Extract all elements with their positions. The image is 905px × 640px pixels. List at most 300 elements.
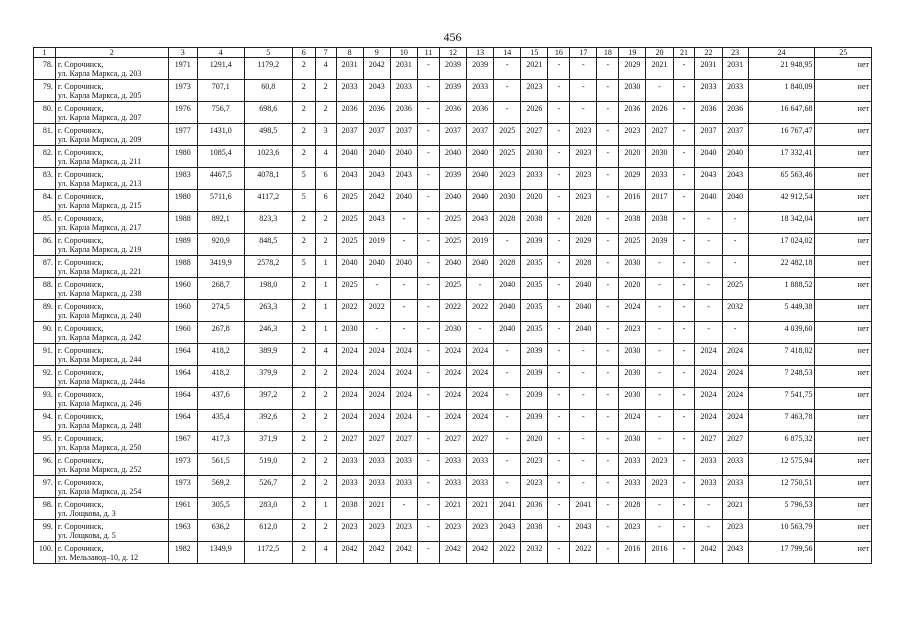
cell-col-3: 1971 (168, 58, 197, 80)
cell-col-19: 2023 (619, 520, 646, 542)
address-street: ул. Карла Маркса, д. 203 (57, 69, 142, 78)
cell-col-11: - (417, 432, 439, 454)
cell-col-7: 2 (315, 410, 336, 432)
cell-col-22: 2036 (695, 102, 722, 124)
cell-col-3: 1988 (168, 256, 197, 278)
cell-col-20: - (646, 344, 673, 366)
address-cell (55, 278, 168, 300)
cell-col-18: - (597, 168, 619, 190)
cell-col-9: - (363, 322, 390, 344)
cell-col-10: 2033 (390, 476, 417, 498)
cell-col-12: 2025 (439, 234, 466, 256)
address-city: г. Сорочинск, (57, 60, 104, 69)
cell-col-25: нет (815, 520, 872, 542)
cell-col-25: нет (815, 366, 872, 388)
cell-col-16: - (548, 388, 570, 410)
column-header: 19 (619, 48, 646, 58)
cell-col-20: - (646, 366, 673, 388)
cell-col-4: 5711,6 (197, 190, 244, 212)
cell-col-10: 2024 (390, 366, 417, 388)
cell-col-20: - (646, 410, 673, 432)
cell-col-10: 2033 (390, 80, 417, 102)
cell-col-3: 1982 (168, 542, 197, 564)
cell-col-24: 5 796,53 (748, 498, 815, 520)
cell-col-11: - (417, 542, 439, 564)
row-number-cell: 90. (34, 322, 56, 344)
cell-col-3: 1976 (168, 102, 197, 124)
cell-col-6: 2 (292, 234, 315, 256)
cell-col-7: 2 (315, 454, 336, 476)
cell-col-8: 2042 (336, 542, 363, 564)
cell-col-23: 2032 (722, 300, 748, 322)
cell-col-22: - (695, 498, 722, 520)
cell-col-14: - (494, 454, 521, 476)
column-header: 1 (34, 48, 56, 58)
cell-col-20: 2030 (646, 146, 673, 168)
cell-col-18: - (597, 102, 619, 124)
cell-col-16: - (548, 168, 570, 190)
cell-col-10: - (390, 212, 417, 234)
column-header: 3 (168, 48, 197, 58)
cell-col-18: - (597, 366, 619, 388)
row-number-cell: 91. (34, 344, 56, 366)
cell-col-10: 2031 (390, 58, 417, 80)
cell-col-24: 7 463,78 (748, 410, 815, 432)
cell-col-12: 2023 (439, 520, 466, 542)
cell-col-9: 2024 (363, 388, 390, 410)
cell-col-24: 12 750,51 (748, 476, 815, 498)
cell-col-9: - (363, 278, 390, 300)
cell-col-24: 17 799,56 (748, 542, 815, 564)
column-header: 20 (646, 48, 673, 58)
cell-col-21: - (673, 234, 695, 256)
cell-col-15: 2039 (521, 344, 548, 366)
cell-col-15: 2038 (521, 520, 548, 542)
address-cell (55, 256, 168, 278)
row-number-cell: 99. (34, 520, 56, 542)
cell-col-5: 519,0 (244, 454, 292, 476)
cell-col-10: 2037 (390, 124, 417, 146)
cell-col-12: 2027 (439, 432, 466, 454)
cell-col-4: 418,2 (197, 366, 244, 388)
cell-col-4: 561,5 (197, 454, 244, 476)
cell-col-9: 2042 (363, 58, 390, 80)
cell-col-15: 2023 (521, 454, 548, 476)
cell-col-14: - (494, 234, 521, 256)
housing-registry-table (33, 47, 872, 564)
cell-col-23: 2021 (722, 498, 748, 520)
cell-col-19: 2029 (619, 168, 646, 190)
cell-col-8: 2036 (336, 102, 363, 124)
cell-col-7: 2 (315, 520, 336, 542)
cell-col-20: - (646, 80, 673, 102)
cell-col-7: 1 (315, 322, 336, 344)
table-row (34, 80, 872, 102)
address-city: г. Сорочинск, (57, 368, 104, 377)
cell-col-25: нет (815, 168, 872, 190)
cell-col-15: 2021 (521, 58, 548, 80)
cell-col-17: - (570, 432, 597, 454)
address-city: г. Сорочинск, (57, 192, 104, 201)
cell-col-7: 2 (315, 212, 336, 234)
address-cell (55, 58, 168, 80)
cell-col-3: 1964 (168, 366, 197, 388)
cell-col-18: - (597, 432, 619, 454)
cell-col-16: - (548, 300, 570, 322)
page-number: 456 (443, 30, 462, 44)
cell-col-11: - (417, 366, 439, 388)
cell-col-7: 2 (315, 80, 336, 102)
cell-col-9: 2023 (363, 520, 390, 542)
cell-col-16: - (548, 190, 570, 212)
cell-col-16: - (548, 476, 570, 498)
cell-col-6: 2 (292, 278, 315, 300)
row-number-cell: 94. (34, 410, 56, 432)
row-number-cell: 92. (34, 366, 56, 388)
cell-col-25: нет (815, 454, 872, 476)
table-row (34, 542, 872, 564)
row-number-cell: 84. (34, 190, 56, 212)
table-row (34, 322, 872, 344)
cell-col-21: - (673, 80, 695, 102)
cell-col-19: 2036 (619, 102, 646, 124)
cell-col-21: - (673, 454, 695, 476)
cell-col-25: нет (815, 432, 872, 454)
cell-col-10: - (390, 322, 417, 344)
address-city: г. Сорочинск, (57, 324, 104, 333)
cell-col-9: 2021 (363, 498, 390, 520)
cell-col-5: 397,2 (244, 388, 292, 410)
cell-col-17: - (570, 80, 597, 102)
cell-col-6: 2 (292, 498, 315, 520)
cell-col-19: 2030 (619, 256, 646, 278)
cell-col-20: - (646, 322, 673, 344)
cell-col-19: 2024 (619, 300, 646, 322)
cell-col-21: - (673, 542, 695, 564)
cell-col-24: 22 482,18 (748, 256, 815, 278)
cell-col-19: 2030 (619, 432, 646, 454)
cell-col-25: нет (815, 102, 872, 124)
cell-col-6: 2 (292, 432, 315, 454)
cell-col-17: 2028 (570, 256, 597, 278)
cell-col-9: 2033 (363, 454, 390, 476)
cell-col-3: 1964 (168, 410, 197, 432)
cell-col-3: 1980 (168, 146, 197, 168)
cell-col-12: 2025 (439, 212, 466, 234)
cell-col-3: 1989 (168, 234, 197, 256)
cell-col-22: - (695, 520, 722, 542)
table-row (34, 498, 872, 520)
address-cell (55, 454, 168, 476)
cell-col-13: 2024 (467, 366, 494, 388)
cell-col-25: нет (815, 388, 872, 410)
row-number-cell: 95. (34, 432, 56, 454)
cell-col-4: 267,8 (197, 322, 244, 344)
column-header: 24 (748, 48, 815, 58)
cell-col-5: 392,6 (244, 410, 292, 432)
cell-col-21: - (673, 476, 695, 498)
cell-col-12: 2042 (439, 542, 466, 564)
cell-col-19: 2030 (619, 344, 646, 366)
address-street: ул. Карла Маркса, д. 238 (57, 289, 142, 298)
cell-col-17: - (570, 454, 597, 476)
address-cell (55, 322, 168, 344)
cell-col-12: 2030 (439, 322, 466, 344)
table-row (34, 520, 872, 542)
address-street: ул. Карла Маркса, д. 213 (57, 179, 142, 188)
cell-col-14: 2040 (494, 322, 521, 344)
cell-col-10: - (390, 498, 417, 520)
cell-col-6: 2 (292, 146, 315, 168)
cell-col-13: 2040 (467, 256, 494, 278)
cell-col-24: 7 541,75 (748, 388, 815, 410)
cell-col-6: 2 (292, 388, 315, 410)
cell-col-20: - (646, 520, 673, 542)
cell-col-22: 2040 (695, 190, 722, 212)
cell-col-19: 2023 (619, 124, 646, 146)
cell-col-9: 2040 (363, 256, 390, 278)
cell-col-12: 2022 (439, 300, 466, 322)
table-row (34, 58, 872, 80)
cell-col-11: - (417, 454, 439, 476)
cell-col-16: - (548, 234, 570, 256)
row-number-cell: 98. (34, 498, 56, 520)
cell-col-14: - (494, 58, 521, 80)
cell-col-23: 2024 (722, 410, 748, 432)
column-header: 5 (244, 48, 292, 58)
column-header: 10 (390, 48, 417, 58)
row-number-cell: 79. (34, 80, 56, 102)
cell-col-21: - (673, 212, 695, 234)
cell-col-19: 2028 (619, 498, 646, 520)
cell-col-25: нет (815, 476, 872, 498)
row-number-cell: 78. (34, 58, 56, 80)
cell-col-18: - (597, 58, 619, 80)
address-cell (55, 146, 168, 168)
cell-col-20: 2033 (646, 168, 673, 190)
address-street: ул. Карла Маркса, д. 215 (57, 201, 142, 210)
cell-col-14: - (494, 410, 521, 432)
address-cell (55, 234, 168, 256)
cell-col-24: 4 039,60 (748, 322, 815, 344)
cell-col-13: 2023 (467, 520, 494, 542)
cell-col-20: 2038 (646, 212, 673, 234)
cell-col-22: - (695, 212, 722, 234)
address-street: ул. Лощкова, д. 3 (57, 509, 116, 518)
address-cell (55, 366, 168, 388)
cell-col-5: 526,7 (244, 476, 292, 498)
cell-col-17: 2023 (570, 168, 597, 190)
cell-col-11: - (417, 520, 439, 542)
cell-col-16: - (548, 102, 570, 124)
address-city: г. Сорочинск, (57, 544, 104, 553)
cell-col-13: 2039 (467, 58, 494, 80)
address-cell (55, 498, 168, 520)
column-header: 22 (695, 48, 722, 58)
address-city: г. Сорочинск, (57, 258, 104, 267)
cell-col-25: нет (815, 212, 872, 234)
cell-col-8: 2024 (336, 344, 363, 366)
cell-col-22: 2033 (695, 476, 722, 498)
cell-col-21: - (673, 278, 695, 300)
cell-col-16: - (548, 322, 570, 344)
cell-col-9: 2033 (363, 476, 390, 498)
cell-col-13: 2040 (467, 146, 494, 168)
cell-col-4: 569,2 (197, 476, 244, 498)
cell-col-11: - (417, 80, 439, 102)
cell-col-12: 2039 (439, 80, 466, 102)
cell-col-13: 2024 (467, 388, 494, 410)
cell-col-14: - (494, 476, 521, 498)
cell-col-4: 636,2 (197, 520, 244, 542)
cell-col-5: 379,9 (244, 366, 292, 388)
cell-col-9: 2042 (363, 542, 390, 564)
cell-col-23: 2043 (722, 168, 748, 190)
cell-col-21: - (673, 498, 695, 520)
cell-col-22: - (695, 256, 722, 278)
cell-col-24: 10 563,79 (748, 520, 815, 542)
cell-col-16: - (548, 146, 570, 168)
cell-col-23: 2023 (722, 520, 748, 542)
cell-col-14: 2023 (494, 168, 521, 190)
cell-col-10: 2024 (390, 388, 417, 410)
row-number-cell: 89. (34, 300, 56, 322)
cell-col-18: - (597, 542, 619, 564)
address-city: г. Сорочинск, (57, 214, 104, 223)
cell-col-24: 7 248,53 (748, 366, 815, 388)
cell-col-6: 2 (292, 454, 315, 476)
cell-col-6: 2 (292, 344, 315, 366)
column-header: 25 (815, 48, 872, 58)
column-header: 8 (336, 48, 363, 58)
cell-col-24: 12 575,94 (748, 454, 815, 476)
cell-col-9: 2019 (363, 234, 390, 256)
cell-col-25: нет (815, 80, 872, 102)
cell-col-23: 2024 (722, 388, 748, 410)
cell-col-7: 2 (315, 234, 336, 256)
address-city: г. Сорочинск, (57, 104, 104, 113)
address-street: ул. Карла Маркса, д. 221 (57, 267, 142, 276)
cell-col-9: 2022 (363, 300, 390, 322)
cell-col-23: 2027 (722, 432, 748, 454)
column-header: 14 (494, 48, 521, 58)
cell-col-18: - (597, 212, 619, 234)
row-number-cell: 83. (34, 168, 56, 190)
cell-col-11: - (417, 234, 439, 256)
row-number-cell: 96. (34, 454, 56, 476)
cell-col-14: 2022 (494, 542, 521, 564)
address-street: ул. Карла Маркса, д. 207 (57, 113, 142, 122)
cell-col-15: 2039 (521, 366, 548, 388)
cell-col-20: - (646, 300, 673, 322)
cell-col-22: 2033 (695, 454, 722, 476)
cell-col-23: 2040 (722, 146, 748, 168)
cell-col-19: 2030 (619, 366, 646, 388)
cell-col-6: 2 (292, 366, 315, 388)
cell-col-15: 2026 (521, 102, 548, 124)
cell-col-4: 3419,9 (197, 256, 244, 278)
column-header: 11 (417, 48, 439, 58)
cell-col-13: 2033 (467, 80, 494, 102)
cell-col-24: 1 888,52 (748, 278, 815, 300)
cell-col-15: 2035 (521, 322, 548, 344)
cell-col-23: 2033 (722, 454, 748, 476)
cell-col-6: 2 (292, 124, 315, 146)
cell-col-25: нет (815, 542, 872, 564)
cell-col-22: - (695, 322, 722, 344)
cell-col-4: 435,4 (197, 410, 244, 432)
cell-col-8: 2024 (336, 388, 363, 410)
cell-col-20: 2017 (646, 190, 673, 212)
address-street: ул. Карла Маркса, д. 244а (57, 377, 145, 386)
cell-col-25: нет (815, 234, 872, 256)
cell-col-19: 2016 (619, 542, 646, 564)
cell-col-20: - (646, 432, 673, 454)
column-header: 15 (521, 48, 548, 58)
cell-col-14: 2041 (494, 498, 521, 520)
cell-col-18: - (597, 388, 619, 410)
cell-col-23: 2025 (722, 278, 748, 300)
column-header: 6 (292, 48, 315, 58)
address-cell (55, 102, 168, 124)
cell-col-13: 2033 (467, 476, 494, 498)
cell-col-10: 2023 (390, 520, 417, 542)
cell-col-22: 2024 (695, 410, 722, 432)
cell-col-10: 2040 (390, 146, 417, 168)
cell-col-24: 16 767,47 (748, 124, 815, 146)
cell-col-21: - (673, 124, 695, 146)
cell-col-17: 2029 (570, 234, 597, 256)
cell-col-21: - (673, 520, 695, 542)
address-street: ул. Карла Маркса, д. 246 (57, 399, 142, 408)
cell-col-17: - (570, 102, 597, 124)
cell-col-9: 2040 (363, 146, 390, 168)
row-number-cell: 87. (34, 256, 56, 278)
cell-col-23: 2031 (722, 58, 748, 80)
cell-col-17: 2028 (570, 212, 597, 234)
table-row (34, 234, 872, 256)
address-city: г. Сорочинск, (57, 302, 104, 311)
cell-col-4: 437,6 (197, 388, 244, 410)
cell-col-23: - (722, 234, 748, 256)
cell-col-21: - (673, 300, 695, 322)
table-row (34, 212, 872, 234)
cell-col-12: 2021 (439, 498, 466, 520)
cell-col-22: - (695, 278, 722, 300)
cell-col-18: - (597, 322, 619, 344)
cell-col-21: - (673, 322, 695, 344)
address-street: ул. Карла Маркса, д. 219 (57, 245, 142, 254)
cell-col-5: 246,3 (244, 322, 292, 344)
cell-col-15: 2035 (521, 300, 548, 322)
cell-col-20: 2039 (646, 234, 673, 256)
address-street: ул. Карла Маркса, д. 244 (57, 355, 142, 364)
cell-col-19: 2030 (619, 388, 646, 410)
cell-col-21: - (673, 58, 695, 80)
cell-col-20: 2023 (646, 476, 673, 498)
cell-col-11: - (417, 190, 439, 212)
cell-col-16: - (548, 498, 570, 520)
table-row (34, 344, 872, 366)
cell-col-15: 2039 (521, 388, 548, 410)
cell-col-11: - (417, 102, 439, 124)
row-number-cell: 86. (34, 234, 56, 256)
cell-col-12: 2025 (439, 278, 466, 300)
cell-col-10: 2040 (390, 256, 417, 278)
address-cell (55, 212, 168, 234)
cell-col-6: 2 (292, 58, 315, 80)
cell-col-6: 5 (292, 190, 315, 212)
